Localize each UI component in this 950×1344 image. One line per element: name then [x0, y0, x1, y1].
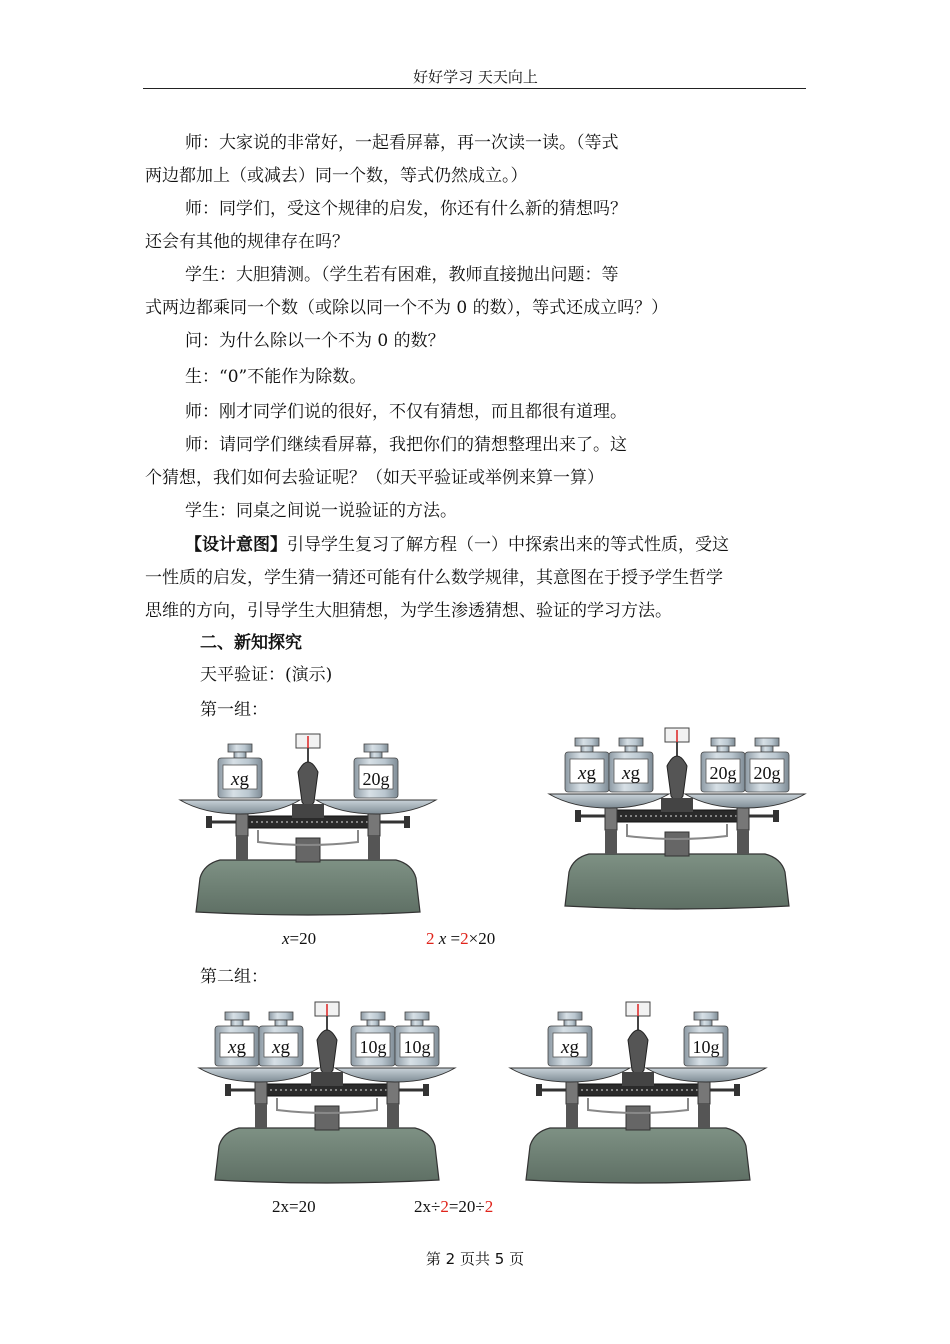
weight-label-g: g: [569, 1037, 579, 1058]
weight-label-x: x: [231, 769, 240, 790]
balance-demo-label: 天平验证：(演示): [200, 665, 333, 685]
equation-group1-left: x=20: [282, 929, 317, 948]
weight-label-g: g: [586, 763, 596, 784]
equation-group2-left: 2x=20: [272, 1197, 316, 1216]
weight-label-20g: 20g: [709, 763, 737, 783]
weight-label-g: g: [630, 763, 640, 784]
eq-var-x: x: [282, 929, 290, 948]
weight-label-g: g: [239, 769, 249, 790]
header-rule: [143, 88, 806, 89]
paragraph-line: 思维的方向，引导学生大胆猜想，为学生渗透猜想、验证的学习方法。: [145, 601, 672, 621]
balance-scale-1: [180, 732, 440, 922]
group-one-label: 第一组：: [200, 700, 268, 720]
balance-scale-4: [488, 1000, 788, 1190]
paragraph-line: 个猜想，我们如何去验证呢？（如天平验证或举例来算一算）: [145, 468, 604, 488]
design-intent-line: [185, 530, 729, 555]
weight-label-x: x: [228, 1037, 237, 1058]
group-two-label: 第二组：: [200, 967, 268, 987]
weight-label-10g: 10g: [692, 1037, 720, 1057]
paragraph-line: 还会有其他的规律存在吗？: [145, 232, 349, 252]
balance-scale-2: [522, 726, 832, 916]
weight-label-x: x: [272, 1037, 281, 1058]
weight-label-x: x: [578, 763, 587, 784]
weight-label-20g: 20g: [753, 763, 781, 783]
svg-text:xg: [227, 1037, 246, 1058]
section-heading: 二、新知探究: [200, 633, 302, 653]
paragraph-line: 学生：同桌之间说一说验证的方法。: [185, 501, 457, 521]
paragraph-line: 师：大家说的非常好，一起看屏幕，再一次读一读。（等式: [185, 133, 619, 153]
design-intent-label: 【设计意图】: [185, 535, 287, 555]
page-header: 好好学习 天天向上: [413, 68, 538, 86]
paragraph-line: 师：刚才同学们说的很好，不仅有猜想，而且都很有道理。: [185, 402, 627, 422]
paragraph-line: 师：同学们，受这个规律的启发，你还有什么新的猜想吗？: [185, 199, 627, 219]
svg-text:xg: [621, 763, 640, 784]
paragraph-line: 生：“0”不能作为除数。: [185, 367, 367, 387]
paragraph-line: 问：为什么除以一个不为 0 的数？: [185, 331, 445, 351]
weight-label-10g: 10g: [403, 1037, 431, 1057]
equation-group1-right: 2 x =2×20: [426, 929, 496, 948]
paragraph-line: 师：请同学们继续看屏幕，我把你们的猜想整理出来了。这: [185, 435, 627, 455]
weight-label-x: x: [561, 1037, 570, 1058]
svg-text:xg: [230, 769, 249, 790]
page-footer: 第 2 页共 5 页: [425, 1250, 525, 1268]
equation-group2-right: 2x÷2=20÷2: [414, 1197, 494, 1216]
paragraph-line: 式两边都乘同一个数（或除以同一个不为 0 的数），等式还成立吗？）: [145, 298, 669, 318]
balance-scale-3: [172, 1000, 482, 1190]
weight-label-g: g: [236, 1037, 246, 1058]
weight-label-g: g: [280, 1037, 290, 1058]
svg-text:xg: [577, 763, 596, 784]
paragraph-line: 学生：大胆猜测。（学生若有困难，教师直接抛出问题：等: [185, 265, 619, 285]
paragraph-line: 一性质的启发，学生猜一猜还可能有什么数学规律，其意图在于授予学生哲学: [145, 568, 723, 588]
svg-text:xg: [271, 1037, 290, 1058]
design-intent-text: 引导学生复习了解方程（一）中探索出来的等式性质，受这: [287, 535, 729, 555]
weight-label-x: x: [622, 763, 631, 784]
paragraph-line: 两边都加上（或减去）同一个数，等式仍然成立。）: [145, 166, 528, 186]
weight-label-20g: 20g: [362, 769, 390, 789]
weight-label-10g: 10g: [359, 1037, 387, 1057]
svg-text:xg: [560, 1037, 579, 1058]
